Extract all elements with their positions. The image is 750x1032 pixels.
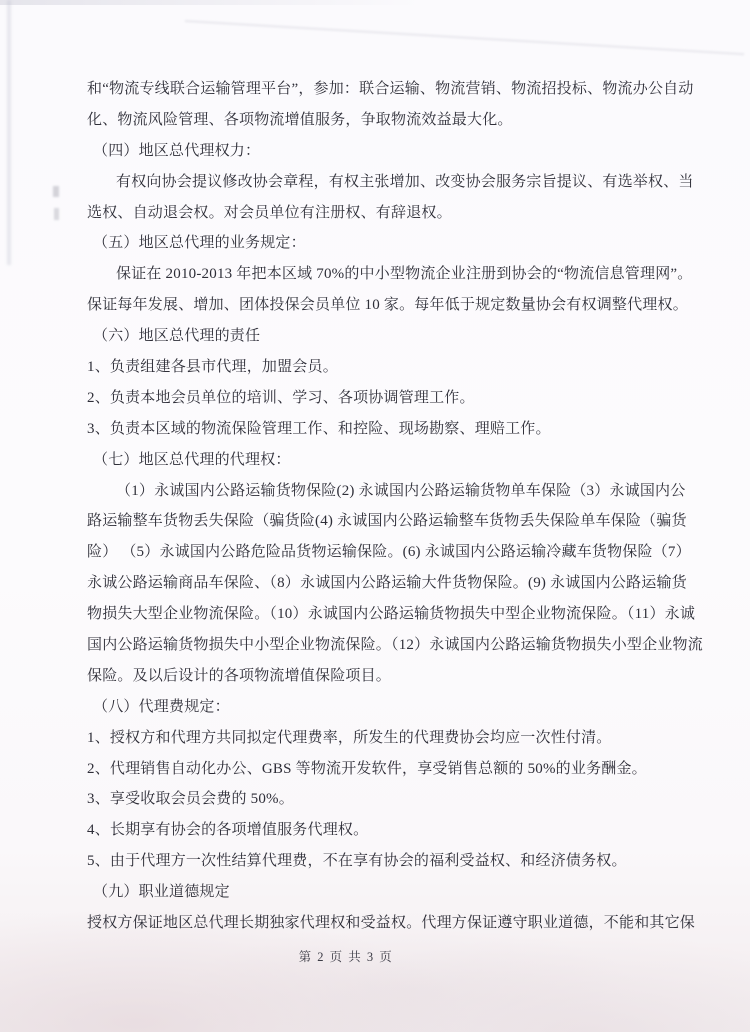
text-line: 1、负责组建各县市代理，加盟会员。	[87, 359, 338, 376]
text-line: 选权、自动退会权。对会员单位有注册权、有辞退权。	[87, 204, 452, 221]
text-line: 保证在 2010-2013 年把本区域 70%的中小型物流企业注册到协会的“物流信息管理网”。	[116, 266, 693, 283]
text-line: 3、负责本区域的物流保险管理工作、和控险、现场勘察、理赔工作。	[87, 420, 551, 437]
text-line: 和“物流专线联合运输管理平台”，参加：联合运输、物流营销、物流招投标、物流办公自动	[87, 81, 694, 97]
text-line: （1）永诚国内公路运输货物保险(2) 永诚国内公路运输货物单车保险（3）永诚国内公	[116, 482, 686, 499]
document-body-text	[87, 74, 737, 939]
text-line: 保险。及以后设计的各项物流增值保险项目。	[87, 667, 392, 684]
text-line: 险） （5）永诚国内公路危险品货物运输保险。(6) 永诚国内公路运输冷藏车货物保险（7）	[87, 544, 691, 561]
scan-smudge	[53, 186, 59, 197]
text-line: 物损失大型企业物流保险。（10）永诚国内公路运输货物损失中型企业物流保险。（11）永诚	[87, 606, 696, 623]
scan-crease-line	[185, 20, 744, 55]
page-number-footer: 第 2 页 共 3 页	[298, 950, 394, 964]
text-line: 路运输整车货物丢失保险（骗货险(4) 永诚国内公路运输整车货物丢失保险单车保险（骗货	[87, 513, 687, 530]
text-line: （七）地区总代理的代理权：	[93, 451, 291, 468]
text-line: 1、授权方和代理方共同拟定代理费率，所发生的代理费协会均应一次性付清。	[87, 729, 612, 746]
text-line: 保证每年发展、增加、团体投保会员单位 10 家。每年低于规定数量协会有权调整代理权。	[87, 297, 688, 314]
text-line: 永诚公路运输商品车保险、（8）永诚国内公路运输大件货物保险。(9) 永诚国内公路运输货	[87, 575, 687, 592]
text-line: 授权方保证地区总代理长期独家代理权和受益权。代理方保证遵守职业道德，不能和其它保	[87, 915, 696, 932]
text-line: 国内公路运输货物损失中小型企业物流保险。（12）永诚国内公路运输货物损失小型企业物流	[87, 637, 703, 654]
text-line: 有权向协会提议修改协会章程，有权主张增加、改变协会服务宗旨提议、有选举权、当	[116, 173, 694, 190]
scan-top-shadow	[0, 0, 420, 5]
text-line: （五）地区总代理的业务规定：	[93, 235, 306, 252]
text-line: 5、由于代理方一次性结算代理费，不在享有协会的福利受益权、和经济债务权。	[87, 853, 627, 870]
text-line: 2、负责本地会员单位的培训、学习、各项协调管理工作。	[87, 389, 475, 406]
text-line: 2、代理销售自动化办公、GBS 等物流开发软件，享受销售总额的 50%的业务酬金。	[87, 760, 647, 777]
text-line: （六）地区总代理的责任	[93, 328, 261, 345]
text-line: （九）职业道德规定	[93, 884, 230, 901]
text-line: 3、享受收取会员会费的 50%。	[87, 791, 294, 808]
text-line: 4、长期享有协会的各项增值服务代理权。	[87, 822, 369, 839]
text-line: （四）地区总代理权力：	[93, 142, 261, 159]
text-line: （八）代理费规定：	[93, 698, 230, 715]
text-line: 化、物流风险管理、各项物流增值服务，争取物流效益最大化。	[87, 111, 513, 128]
scan-edge-artifact	[7, 0, 11, 265]
scan-smudge	[54, 208, 59, 220]
